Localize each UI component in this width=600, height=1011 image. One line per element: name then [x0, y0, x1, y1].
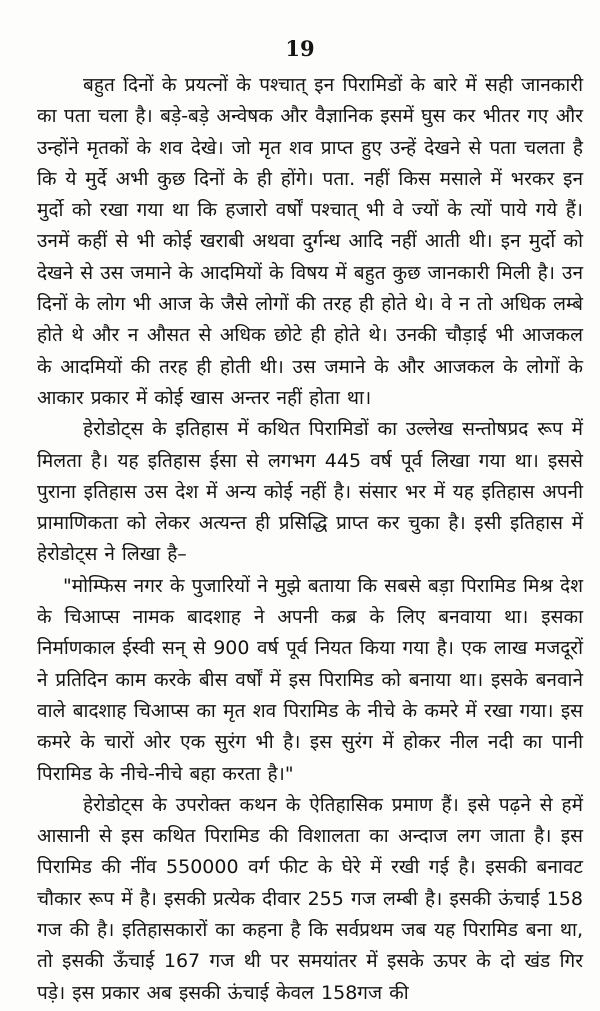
- paragraph-herodotus-quote: "मोम्फिस नगर के पुजारियों ने मुझे बताया कि सबसे बड़ा पिरामिड मिश्र देश के चिआप्स नामक बादशाह ने अपनी कब्र के लिए बनवाया था। इसका निर्माणकाल ईस्वी सन् से 900 वर्ष पूर्व नियत किया गया है। एक लाख मजदूरों ने प्रतिदिन काम करके बीस वर्षों में इस पिरामिड को बनाया था। इसके बनवाने वाले बादशाह चिआप्स का मृत शव पिरामिड के नीचे के कमरे में रखा गया। इस कमरे के चारों ओर एक सुरंग भी है। इस सुरंग में होकर नील नदी का पानी पिरामिड के नीचे-नीचे बहा करता है।": [37, 574, 583, 785]
- paragraph-pyramid-dimensions: हेरोडोट्स के उपरोक्त कथन के ऐतिहासिक प्रमाण हैं। इसे पढ़ने से हमें आसानी से इस कथित पिरामिड की विशालता का अन्दाज लग जाता है। इस पिरामिड की नींव 550000 वर्ग फीट के घेरे में रखी गई है। इसकी बनावट चौकार रूप में है। इसकी प्रत्येक दीवार 255 गज लम्बी है। इसकी ऊंचाई 158 गज की है। इतिहासकारों का कहना है कि सर्वप्रथम जब यह पिरामिड बना था, तो इसकी ऊँचाई 167 गज थी पर समयांतर में इसके ऊपर के दो खंड गिर पड़े। इस प्रकार अब इसकी ऊंचाई केवल 158गज की: [37, 793, 583, 1004]
- paragraph-herodotus-history: हेरोडोट्स के इतिहास में कथित पिरामिडों का उल्लेख सन्तोषप्रद रूप में मिलता है। यह इतिहास ईसा से लगभग 445 वर्ष पूर्व लिखा गया था। इससे पुराना इतिहास उस देश में अन्य कोई नहीं है। संसार भर में यह इतिहास अपनी प्रामाणिकता को लेकर अत्यन्त ही प्रसिद्धि प्राप्त कर चुका है। इसी इतिहास में हेरोडोट्स ने लिखा है–: [37, 418, 583, 566]
- paragraph-mummies: बहुत दिनों के प्रयत्नों के पश्चात् इन पिरामिडों के बारे में सही जानकारी का पता चला है। बड़े-बड़े अन्वेषक और वैज्ञानिक इसमें घुस कर भीतर गए और उन्होंने मृतकों के शव देखे। जो मृत शव प्राप्त हुए उन्हें देखने से पता चलता है कि ये मुर्दे अभी कुछ दिनों के ही होंगे। पता. नहीं किस मसाले में भरकर इन मुर्दो को रखा गया था कि हजारो वर्षों पश्चात् भी वे ज्यों के त्यों पाये गये हैं। उनमें कहीं से भी कोई खराबी अथवा दुर्गन्ध आदि नहीं आती थी। इन मुर्दो को देखने से उस जमाने के आदमियों के विषय में बहुत कुछ जानकारी मिली है। उन दिनों के लोग भी आज के जैसे लोगों की तरह ही होते थे। वे न तो अधिक लम्बे होते थे और न औसत से अधिक छोटे ही होते थे। उनकी चौड़ाई भी आजकल के आदमियों की तरह ही होती थी। उस जमाने के और आजकल के लोगों के आकार प्रकार में कोई खास अन्तर नहीं होता था।: [37, 74, 583, 409]
- page-number: 19: [285, 36, 315, 61]
- body-text: [37, 70, 583, 1009]
